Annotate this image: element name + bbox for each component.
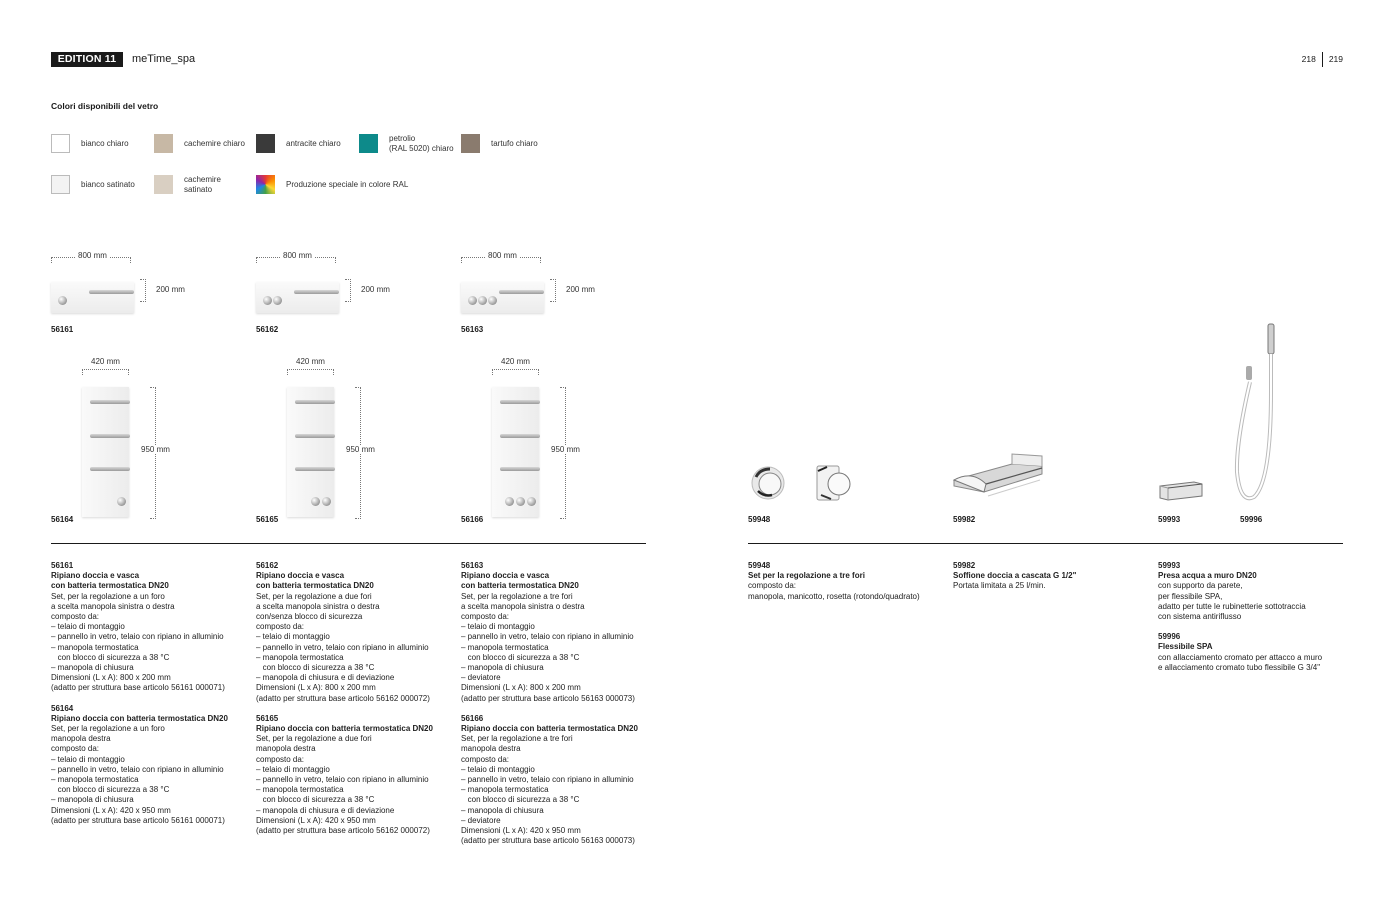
color-swatch	[359, 134, 378, 153]
panel-shelf	[500, 467, 540, 471]
description-line: con blocco di sicurezza a 38 °C	[256, 795, 375, 805]
color-swatch-label: tartufo chiaro	[491, 138, 538, 148]
description-title: con batteria termostatica DN20	[256, 581, 374, 591]
description-line: manopola destra	[256, 744, 316, 754]
description-block	[256, 561, 456, 704]
description-title: Ripiano doccia con batteria termostatica DN20	[51, 713, 228, 723]
description-block	[51, 704, 251, 826]
product-code: 56164	[51, 515, 74, 524]
description-line: – deviatore	[461, 815, 501, 825]
description-line: con/senza blocco di sicurezza	[256, 612, 363, 622]
page-right-number: 219	[1328, 54, 1343, 64]
description-block	[256, 714, 456, 836]
description-line: con blocco di sicurezza a 38 °C	[51, 785, 170, 795]
description-line: con blocco di sicurezza a 38 °C	[461, 795, 580, 805]
description-line: composto da:	[51, 612, 100, 622]
thermostat-knob-icon	[750, 463, 790, 503]
width-bracket	[492, 369, 539, 375]
description-line: Set, per la regolazione a due fori	[256, 734, 372, 744]
description-title: Flessibile SPA	[1158, 642, 1213, 652]
color-swatch-label: cachemire satinato	[184, 174, 221, 194]
square-knob-icon	[815, 463, 853, 503]
description-line: Set, per la regolazione a un foro	[51, 724, 165, 734]
description-code: 59948	[748, 561, 771, 570]
description-title: Presa acqua a muro DN20	[1158, 571, 1257, 581]
product-code: 56162	[256, 325, 279, 334]
panel-shelf	[295, 434, 335, 438]
waterfall-spout-icon	[952, 450, 1044, 502]
panel-shelf	[295, 467, 335, 471]
description-line: composto da:	[256, 754, 305, 764]
description-line: a scelta manopola sinistra o destra	[256, 601, 380, 611]
description-title: Ripiano doccia con batteria termostatica DN20	[256, 724, 433, 734]
description-title: Ripiano doccia e vasca	[256, 571, 345, 581]
color-swatch	[461, 134, 480, 153]
description-line: (adatto per struttura base articolo 56162 000072)	[256, 693, 430, 703]
description-line: – deviatore	[461, 673, 501, 683]
description-code: 59993	[1158, 561, 1181, 570]
width-dimension: 800 mm	[78, 251, 107, 260]
color-swatch-label: antracite chiaro	[286, 138, 341, 148]
description-column	[1158, 561, 1358, 673]
product-code: 59993	[1158, 515, 1181, 524]
panel-shelf	[90, 400, 130, 404]
hand-shower-icon	[1232, 322, 1280, 504]
panel-shelf	[499, 290, 544, 294]
panel-shelf	[89, 290, 134, 294]
description-line: (adatto per struttura base articolo 56161 000071)	[51, 683, 225, 693]
description-line: – manopola termostatica	[51, 642, 139, 652]
description-block	[748, 561, 948, 602]
description-line: con blocco di sicurezza a 38 °C	[51, 652, 170, 662]
description-line: – pannello in vetro, telaio con ripiano in alluminio	[461, 632, 634, 642]
panel-shelf	[294, 290, 339, 294]
height-dimension: 950 mm	[141, 445, 170, 454]
description-code: 59982	[953, 561, 976, 570]
description-line: composto da:	[461, 612, 510, 622]
description-line: a scelta manopola sinistra o destra	[461, 601, 585, 611]
description-line: – telaio di montaggio	[51, 622, 125, 632]
description-line: – manopola di chiusura e di deviazione	[256, 673, 395, 683]
description-line: a scelta manopola sinistra o destra	[51, 601, 175, 611]
description-line: – telaio di montaggio	[461, 764, 535, 774]
height-dimension: 950 mm	[551, 445, 580, 454]
description-line: manopola, manicotto, rosetta (rotondo/quadrato)	[748, 591, 920, 601]
page-separator	[1322, 52, 1323, 67]
knob-icon	[58, 296, 67, 305]
description-line: – pannello in vetro, telaio con ripiano in alluminio	[461, 775, 634, 785]
description-block	[461, 561, 661, 704]
product-code: 56161	[51, 325, 74, 334]
description-line: – manopola di chiusura	[461, 805, 544, 815]
description-block	[51, 561, 251, 694]
description-line: – manopola termostatica	[461, 642, 549, 652]
description-line: Set, per la regolazione a due fori	[256, 591, 372, 601]
knob-icon	[516, 497, 525, 506]
description-line: – manopola di chiusura	[51, 663, 134, 673]
width-dimension: 420 mm	[91, 357, 120, 366]
description-code: 56161	[51, 561, 74, 570]
color-swatch	[256, 175, 275, 194]
height-dimension: 950 mm	[346, 445, 375, 454]
description-block	[953, 561, 1153, 592]
description-code: 56163	[461, 561, 484, 570]
product-code: 56163	[461, 325, 484, 334]
description-line: Dimensioni (L x A): 420 x 950 mm	[461, 826, 581, 836]
knob-icon	[488, 296, 497, 305]
product-code: 59982	[953, 515, 976, 524]
width-dimension: 800 mm	[283, 251, 312, 260]
color-swatch-label: cachemire chiaro	[184, 138, 245, 148]
description-line: – manopola di chiusura e di deviazione	[256, 805, 395, 815]
description-line: con supporto da parete,	[1158, 581, 1243, 591]
edition-badge: EDITION 11	[51, 52, 123, 67]
description-line: – telaio di montaggio	[51, 754, 125, 764]
divider-left	[51, 543, 646, 544]
description-code: 56162	[256, 561, 279, 570]
description-line: Dimensioni (L x A): 800 x 200 mm	[256, 683, 376, 693]
description-code: 56164	[51, 703, 74, 713]
description-line: e allacciamento cromato tubo flessibile G 3/4"	[1158, 662, 1321, 672]
wall-outlet-icon	[1158, 478, 1204, 502]
description-code: 56165	[256, 713, 279, 723]
description-line: composto da:	[461, 754, 510, 764]
description-line: Dimensioni (L x A): 800 x 200 mm	[51, 673, 171, 683]
width-dimension: 800 mm	[488, 251, 517, 260]
description-line: Dimensioni (L x A): 420 x 950 mm	[256, 815, 376, 825]
description-line: – manopola termostatica	[256, 652, 344, 662]
color-swatch	[51, 134, 70, 153]
description-line: – manopola termostatica	[461, 785, 549, 795]
description-column	[256, 561, 456, 836]
color-swatch-label: petrolio (RAL 5020) chiaro	[389, 133, 454, 153]
panel-shelf	[500, 400, 540, 404]
panel-shelf	[90, 434, 130, 438]
brand-title: meTime_spa	[132, 53, 196, 65]
color-swatch	[154, 134, 173, 153]
description-line: Set, per la regolazione a un foro	[51, 591, 165, 601]
description-line: manopola destra	[461, 744, 521, 754]
description-block	[1158, 561, 1358, 622]
divider-right	[748, 543, 1343, 544]
knob-icon	[478, 296, 487, 305]
description-line: con blocco di sicurezza a 38 °C	[461, 652, 580, 662]
color-swatch-label: bianco satinato	[81, 179, 135, 189]
description-code: 59996	[1158, 632, 1181, 642]
product-code: 56165	[256, 515, 279, 524]
description-line: – manopola di chiusura	[461, 663, 544, 673]
description-line: composto da:	[51, 744, 100, 754]
description-line: Portata limitata a 25 l/min.	[953, 581, 1046, 591]
description-line: (adatto per struttura base articolo 56163 000073)	[461, 693, 635, 703]
description-block	[1158, 632, 1358, 673]
description-line: – telaio di montaggio	[461, 622, 535, 632]
description-code: 56166	[461, 713, 484, 723]
panel-shelf	[295, 400, 335, 404]
product-code: 59948	[748, 515, 771, 524]
page-numbers	[1302, 52, 1343, 67]
colors-title: Colori disponibili del vetro	[51, 101, 159, 111]
description-line: – pannello in vetro, telaio con ripiano in alluminio	[256, 775, 429, 785]
description-line: Set, per la regolazione a tre fori	[461, 734, 573, 744]
height-dimension: 200 mm	[156, 285, 185, 294]
knob-icon	[311, 497, 320, 506]
description-title: con batteria termostatica DN20	[461, 581, 579, 591]
description-line: (adatto per struttura base articolo 56163 000073)	[461, 836, 635, 846]
knob-icon	[263, 296, 272, 305]
description-line: – pannello in vetro, telaio con ripiano in alluminio	[256, 642, 429, 652]
color-swatch	[256, 134, 275, 153]
width-dimension: 420 mm	[501, 357, 530, 366]
description-title: Set per la regolazione a tre fori	[748, 571, 865, 581]
product-code: 59996	[1240, 515, 1263, 524]
description-line: manopola destra	[51, 734, 111, 744]
color-swatch	[154, 175, 173, 194]
color-swatch-label: bianco chiaro	[81, 138, 129, 148]
description-line: composto da:	[748, 581, 797, 591]
width-bracket	[287, 369, 334, 375]
description-line: per flessibile SPA,	[1158, 591, 1223, 601]
description-line: con sistema antiriflusso	[1158, 612, 1242, 622]
description-title: Ripiano doccia con batteria termostatica DN20	[461, 724, 638, 734]
product-code: 56166	[461, 515, 484, 524]
knob-icon	[117, 497, 126, 506]
page-left-number: 218	[1301, 54, 1316, 64]
description-title: con batteria termostatica DN20	[51, 581, 169, 591]
color-swatch	[51, 175, 70, 194]
height-dimension: 200 mm	[566, 285, 595, 294]
description-title: Soffione doccia a cascata G 1/2"	[953, 571, 1077, 581]
description-line: con allacciamento cromato per attacco a muro	[1158, 652, 1323, 662]
description-line: (adatto per struttura base articolo 56162 000072)	[256, 826, 430, 836]
description-column	[461, 561, 661, 846]
color-swatch-label: Produzione speciale in colore RAL	[286, 179, 409, 189]
description-block	[461, 714, 661, 847]
description-line: Dimensioni (L x A): 800 x 200 mm	[461, 683, 581, 693]
height-bracket	[140, 279, 146, 302]
description-line: – manopola di chiusura	[51, 795, 134, 805]
description-line: – manopola termostatica	[51, 775, 139, 785]
description-column	[953, 561, 1153, 592]
description-line: – pannello in vetro, telaio con ripiano in alluminio	[51, 764, 224, 774]
description-line: Set, per la regolazione a tre fori	[461, 591, 573, 601]
height-bracket	[550, 279, 556, 302]
description-line: adatto per tutte le rubinetterie sottotraccia	[1158, 601, 1306, 611]
width-dimension: 420 mm	[296, 357, 325, 366]
panel-shelf	[90, 467, 130, 471]
knob-icon	[505, 497, 514, 506]
description-line: con blocco di sicurezza a 38 °C	[256, 663, 375, 673]
knob-icon	[527, 497, 536, 506]
width-bracket	[82, 369, 129, 375]
height-dimension: 200 mm	[361, 285, 390, 294]
description-line: composto da:	[256, 622, 305, 632]
knob-icon	[322, 497, 331, 506]
height-bracket	[345, 279, 351, 302]
description-line: Dimensioni (L x A): 420 x 950 mm	[51, 805, 171, 815]
panel-shelf	[500, 434, 540, 438]
description-column	[51, 561, 251, 826]
description-line: – telaio di montaggio	[256, 632, 330, 642]
knob-icon	[468, 296, 477, 305]
description-title: Ripiano doccia e vasca	[51, 571, 140, 581]
description-line: – pannello in vetro, telaio con ripiano in alluminio	[51, 632, 224, 642]
description-line: (adatto per struttura base articolo 56161 000071)	[51, 815, 225, 825]
description-column	[748, 561, 948, 602]
knob-icon	[273, 296, 282, 305]
description-line: – telaio di montaggio	[256, 764, 330, 774]
description-title: Ripiano doccia e vasca	[461, 571, 550, 581]
description-line: – manopola termostatica	[256, 785, 344, 795]
